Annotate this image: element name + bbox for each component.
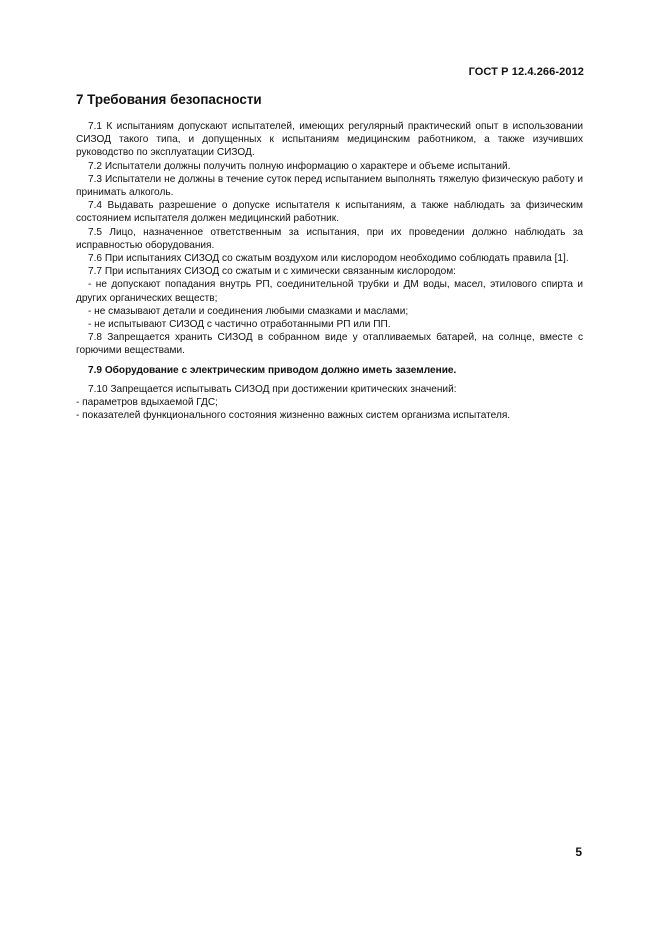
list-item: - не допускают попадания внутрь РП, соединительной трубки и ДМ воды, масел, этилового спирта и других органических веществ; [76, 279, 583, 304]
list-item: - показателей функционального состояния жизненно важных систем организма испытателя. [76, 410, 511, 422]
list-item: - не смазывают детали и соединения любыми смазками и маслами; [88, 305, 409, 317]
section-content [76, 120, 583, 422]
list-item: - не испытывают СИЗОД с частично отработанными РП или ПП. [88, 319, 391, 331]
paragraph-7-4: 7.4 Выдавать разрешение о допуске испытателя к испытаниям, а также наблюдать за физическим состоянием испытателя должен медицинский работник. [76, 200, 583, 225]
paragraph-7-5: 7.5 Лицо, назначенное ответственным за испытания, при их проведении должно наблюдать за исправностью оборудования. [76, 226, 583, 251]
document-code: ГОСТ Р 12.4.266-2012 [468, 66, 584, 78]
paragraph-7-8: 7.8 Запрещается хранить СИЗОД в собранном виде у отапливаемых батарей, на солнце, вместе с горючими веществами. [76, 332, 583, 357]
paragraph-7-1: 7.1 К испытаниям допускают испытателей, имеющих регулярный практический опыт в использовании СИЗОД такого типа, и допущенных к испытаниям медицинским работником, а также изучивших руководство по эксплуатации СИЗОД. [76, 121, 583, 159]
page-number: 5 [575, 845, 582, 859]
paragraph-7-10: 7.10 Запрещается испытывать СИЗОД при достижении критических значений: [88, 383, 457, 395]
paragraph-7-7: 7.7 При испытаниях СИЗОД со сжатым и с химически связанным кислородом: [88, 266, 456, 278]
list-item: - параметров вдыхаемой ГДС; [76, 397, 218, 409]
section-title: 7 Требования безопасности [76, 92, 262, 107]
paragraph-7-2: 7.2 Испытатели должны получить полную информацию о характере и объеме испытаний. [88, 160, 511, 172]
paragraph-7-3: 7.3 Испытатели не должны в течение суток перед испытанием выполнять тяжелую физическую работу и принимать алкоголь. [76, 173, 583, 199]
paragraph-7-6: 7.6 При испытаниях СИЗОД со сжатым воздухом или кислородом необходимо соблюдать правила [1]. [88, 253, 569, 265]
paragraph-7-9: 7.9 Оборудование с электрическим приводом должно иметь заземление. [88, 364, 457, 376]
